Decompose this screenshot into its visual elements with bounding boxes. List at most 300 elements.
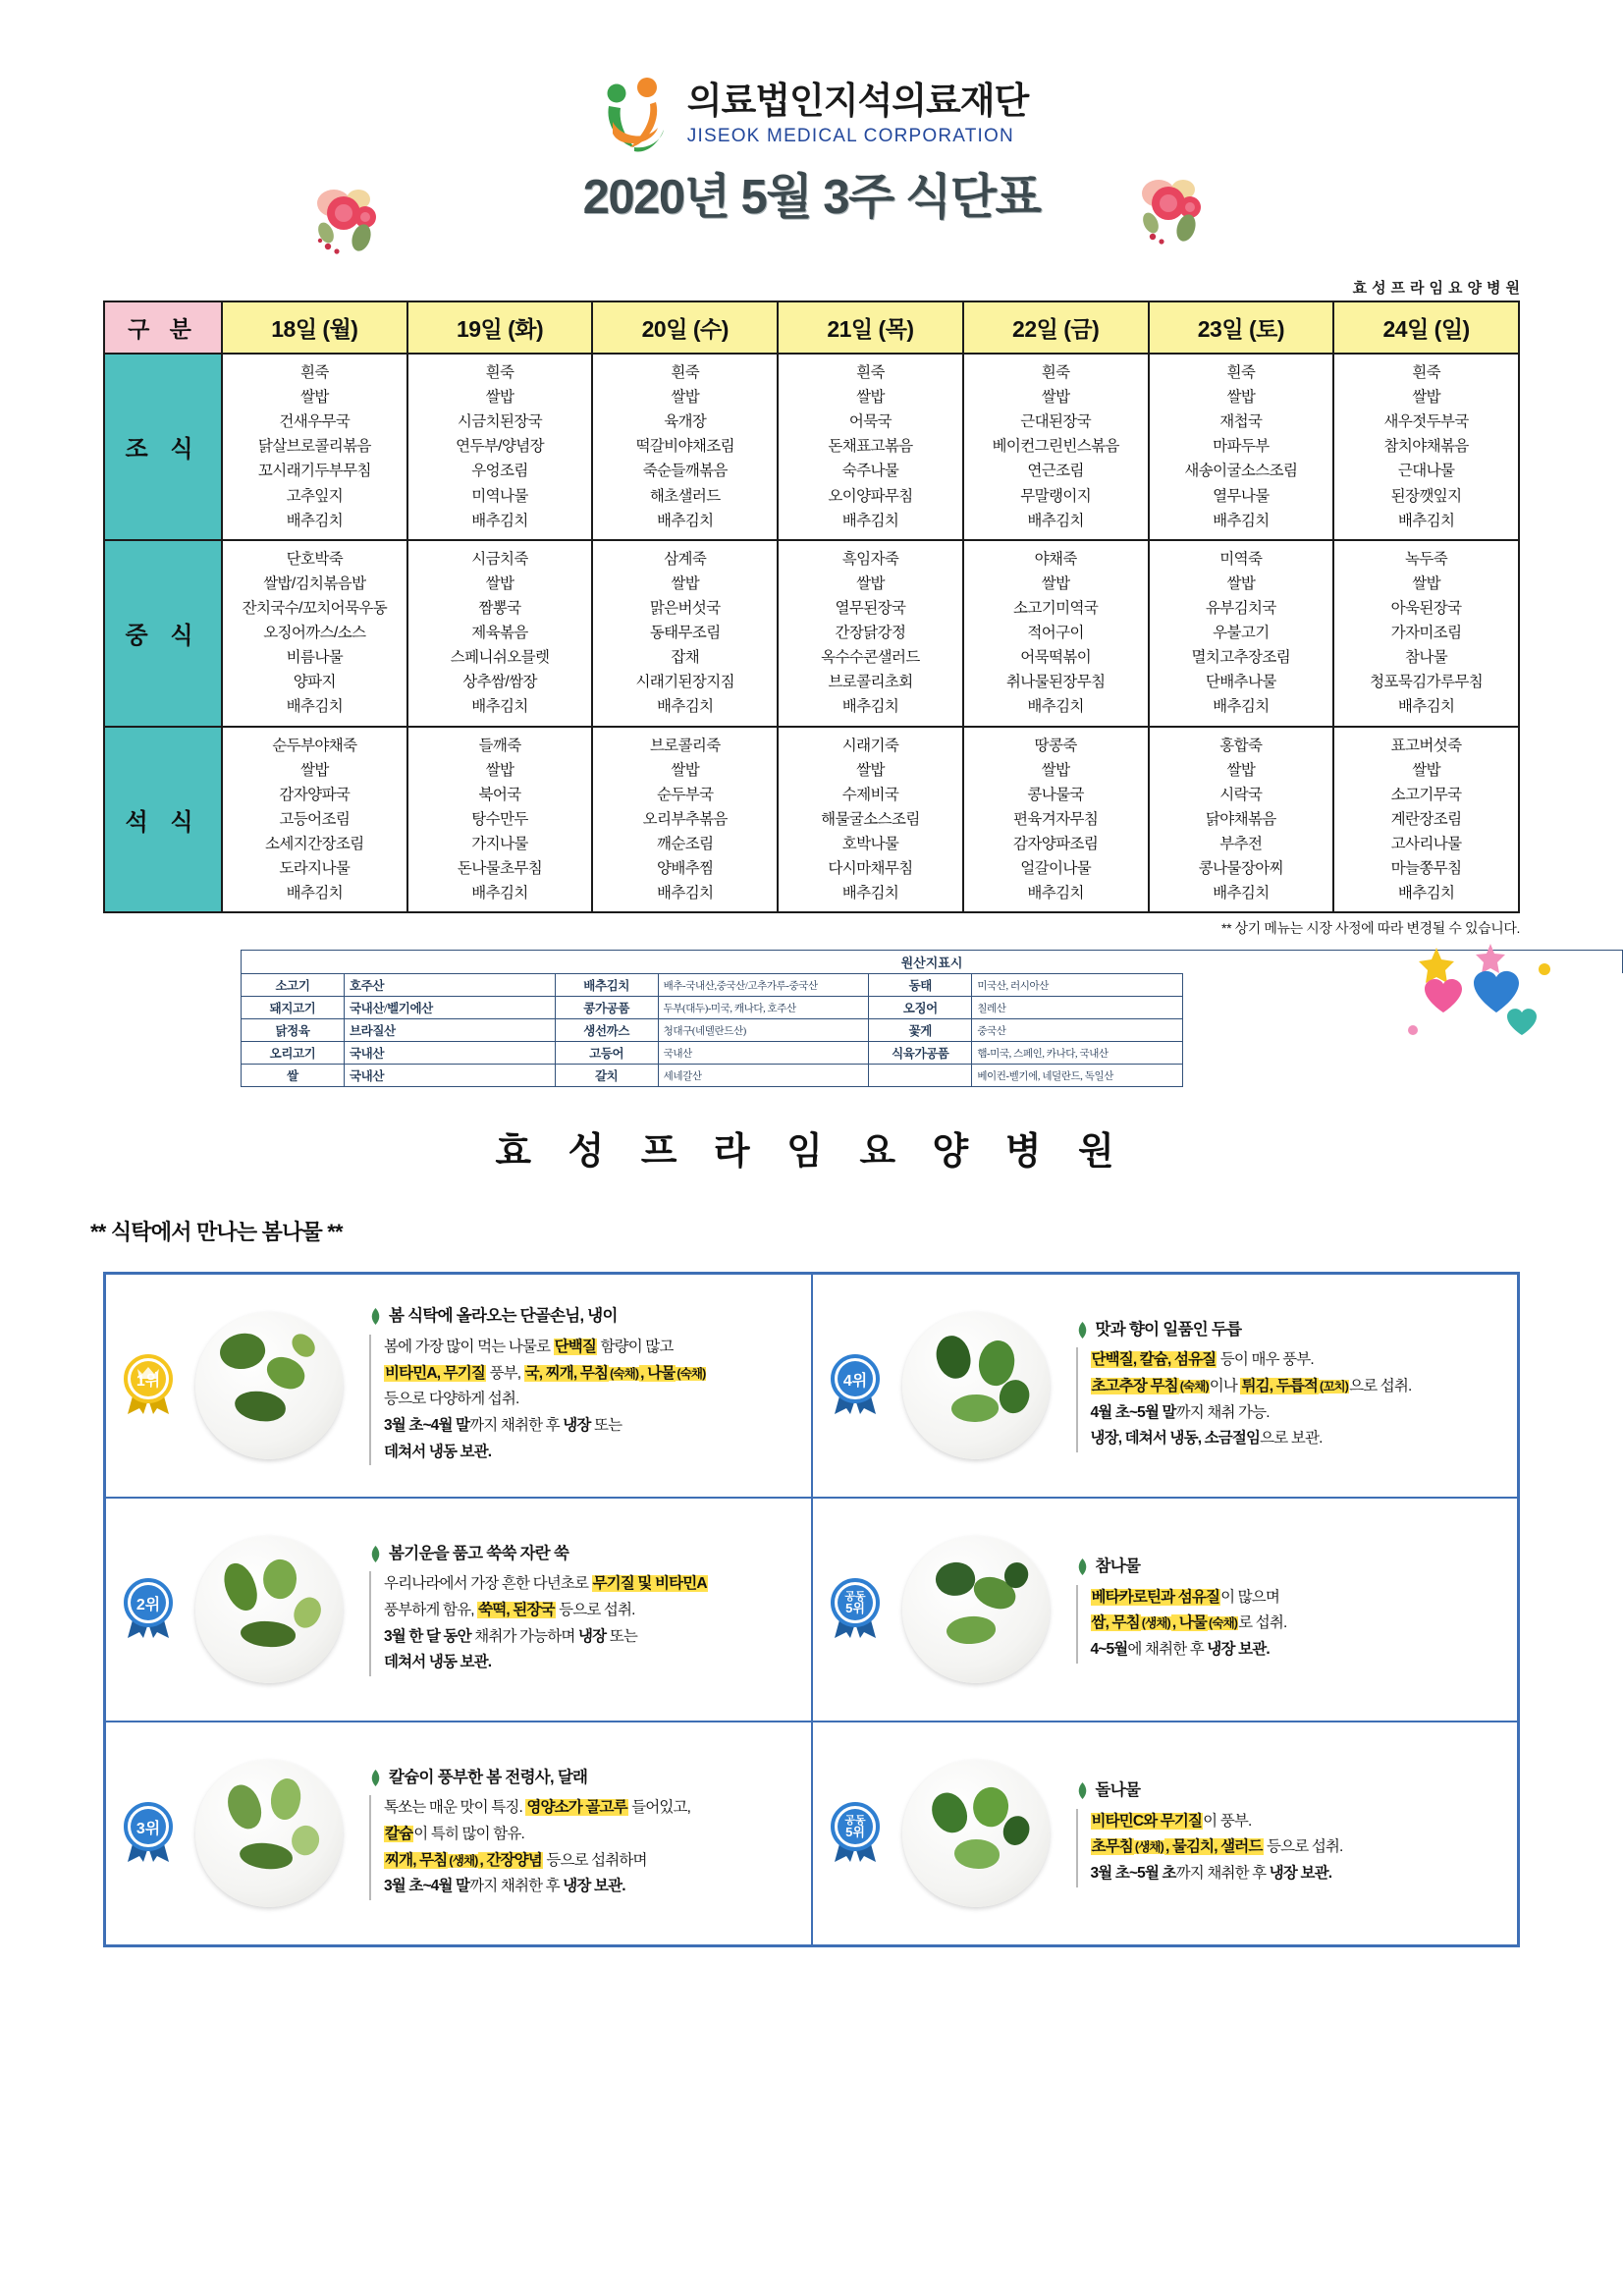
dish-item: 배추김치 [1213,512,1270,529]
text-segment: (숙채) [610,1366,639,1381]
menu-header-row [104,301,1519,354]
dish-item: 된장깻잎지 [1390,487,1462,505]
dish-item: 쌀밥 [856,574,885,592]
dish-item: 도라지나물 [279,860,351,878]
card-heading [369,1306,799,1327]
spring-vegetable-card [105,1274,812,1498]
vegetable-photo [893,1312,1058,1459]
leaf-shape [223,1781,265,1833]
dish-item: 부추전 [1219,835,1263,852]
menu-cell-dinner-sun [1333,727,1519,913]
dish-item: 해초샐러드 [649,487,721,505]
menu-cell-breakfast-sat [1149,354,1334,540]
rank-badge-icon [120,1801,177,1866]
menu-cell-lunch-tue [407,540,593,727]
origin-caption: 원산지표시 [241,950,1623,973]
dish-item: 다시마채무침 [828,860,913,878]
origin-item-name: 생선까스 [555,1019,658,1042]
text-segment: 3월 한 달 동안 [384,1627,471,1645]
dish-item: 탕수만두 [471,810,528,828]
dish-item: 시금치죽 [471,550,528,568]
vegetable-photo [893,1536,1058,1683]
meal-label-breakfast: 조 식 [104,354,222,540]
plate-image [195,1536,343,1683]
menu-cell-dinner-thu [778,727,963,913]
rank-badge-icon [827,1801,884,1866]
origin-item-value: 국내산 [345,1042,556,1065]
menu-cell-dinner-tue [407,727,593,913]
dish-item: 쌀밥 [1041,574,1070,592]
meal-label-lunch: 중 식 [104,540,222,727]
card-text-line [384,1571,799,1598]
dish-item: 배추김치 [657,698,714,716]
origin-row [242,1042,1183,1065]
text-segment: 무기질 및 비타민A [592,1575,707,1593]
dish-item: 멸치고추장조림 [1191,649,1291,667]
text-segment: (숙채) [676,1366,706,1381]
hospital-name-large: 효 성 프 라 임 요 양 병 원 [495,1131,1128,1174]
dish-item: 숙주나물 [841,463,899,480]
origin-row [242,1019,1183,1042]
flower-decoration-right [1129,172,1217,250]
card-text-line [384,1848,799,1875]
dish-item: 쌀밥 [485,389,514,407]
text-segment: 톡쏘는 매운 맛이 특징. [384,1799,526,1817]
origin-item-name: 동태 [869,974,972,997]
svg-text:2위: 2위 [135,1597,161,1614]
leaf-bullet-icon [369,1308,382,1325]
text-segment: 데쳐서 냉동 보관. [384,1654,492,1671]
dish-item: 소세지간장조림 [265,835,364,852]
text-segment: 칼슘 [385,1825,413,1842]
menu-cell-breakfast-tue [407,354,593,540]
origin-table [241,973,1183,1087]
menu-cell-dinner-fri [963,727,1149,913]
origin-item-value: 칠레산 [972,997,1183,1019]
dish-item: 흰죽 [1226,364,1256,381]
leaf-shape [219,1559,262,1615]
card-text-line [1091,1400,1506,1427]
text-segment: , 간장양념 [479,1851,542,1869]
origin-item-name [869,1065,972,1087]
rank-column [118,1801,179,1866]
card-text-line [384,1387,799,1413]
day-header-tue: 19일 (화) [407,301,593,354]
dish-item: 미역죽 [1219,550,1263,568]
dish-item: 스페니쉬오믈렛 [450,649,550,667]
dish-item: 쌀밥 [671,574,700,592]
dish-item: 쌀밥 [1041,761,1070,779]
dish-item: 녹두죽 [1405,550,1448,568]
dish-item: 마늘쫑무침 [1390,860,1462,878]
leaf-shape [288,1593,326,1633]
dish-item: 배추김치 [1213,885,1270,902]
origin-row [242,1065,1183,1087]
dish-item: 콩나물국 [1027,786,1084,803]
text-segment: 3월 초~5월 초 [1090,1864,1176,1882]
origin-item-value: 국내산 [658,1042,869,1065]
vegetable-photo [187,1536,352,1683]
dish-item: 닭살브로콜리볶음 [257,438,371,456]
dish-item: 돈채표고볶음 [828,438,913,456]
dish-item: 시래기죽 [841,737,899,754]
origin-item-value: 배추-국내산,중국산/고추가루-중국산 [658,974,869,997]
dish-item: 배추김치 [471,885,528,902]
text-segment: , 나물 [640,1364,676,1382]
card-body [369,1335,799,1465]
text-segment: (숙채) [1209,1616,1238,1631]
text-segment: 이 많으며 [1220,1588,1280,1606]
svg-text:4위: 4위 [842,1373,867,1391]
svg-text:1위: 1위 [135,1373,161,1391]
menu-cell-lunch-thu [778,540,963,727]
origin-item-name: 소고기 [242,974,345,997]
text-segment: 우리나라에서 가장 흔한 다년초로 [384,1575,592,1593]
dish-item: 잔치국수/꼬치어묵우동 [242,599,388,617]
origin-item-name: 닭정육 [242,1019,345,1042]
text-segment: (꼬치) [1320,1379,1349,1394]
text-segment: 3월 초~4월 말 [384,1878,470,1895]
logo-row [0,0,1623,153]
dish-item: 새우젓두부국 [1383,413,1469,431]
origin-item-name: 갈치 [555,1065,658,1087]
weekly-menu-table [103,301,1520,913]
dish-item: 쌀밥 [485,761,514,779]
dish-item: 맑은버섯국 [649,599,721,617]
text-segment: 으로 섭취. [1349,1377,1412,1394]
dish-item: 야채죽 [1034,550,1077,568]
menu-cell-lunch-wed [592,540,778,727]
dish-item: 쌀밥 [1412,761,1440,779]
origin-item-name: 오징어 [869,997,972,1019]
origin-item-value: 베이컨-벨기에, 네덜란드, 독일산 [972,1065,1183,1087]
rank-badge-icon [120,1577,177,1642]
text-segment: 등으로 섭취. [555,1601,635,1618]
dish-item: 무말랭이지 [1020,487,1092,505]
page-title: 2020년 5월 3주 식단표 [582,171,1041,224]
dish-item: 쌀밥 [1412,389,1440,407]
menu-cell-lunch-fri [963,540,1149,727]
svg-text:공동: 공동 [843,1815,866,1828]
dish-item: 쌀밥 [299,389,329,407]
dish-item: 배추김치 [657,885,714,902]
rank-column [825,1353,886,1418]
dish-item: 흰죽 [671,364,700,381]
dish-item: 감자양파국 [279,786,351,803]
dish-item: 해물굴소스조림 [821,810,920,828]
card-text-line [384,1361,799,1388]
leaf-shape [926,1788,971,1838]
text-segment: 로 섭취. [1238,1614,1287,1632]
svg-text:5위: 5위 [844,1601,865,1616]
dish-item: 들깨죽 [478,737,521,754]
dish-item: 새송이굴소스조림 [1184,463,1298,480]
menu-cell-lunch-mon [222,540,407,727]
dish-item: 근대나물 [1397,463,1455,480]
card-title: 봄기운을 품고 쑥쑥 자란 쑥 [389,1544,569,1562]
origin-item-name: 고등어 [555,1042,658,1065]
dish-item: 계란장조림 [1390,810,1462,828]
text-segment: 쑥떡, 된장국 [478,1601,555,1618]
card-text-line [1091,1611,1506,1637]
dish-item: 깨순조림 [657,835,714,852]
text-segment: 에 채취한 후 [1127,1640,1208,1658]
card-heading [1076,1780,1506,1801]
text-segment: 쌈, 무침 [1091,1614,1140,1632]
dish-item: 배추김치 [1027,885,1084,902]
spring-section-subtitle: ** 식탁에서 만나는 봄나물 ** [90,1220,343,1245]
leaf-bullet-icon [1076,1558,1089,1575]
day-header-thu: 21일 (목) [778,301,963,354]
dish-item: 쌀밥 [299,761,329,779]
origin-table-wrap [0,950,1623,1087]
dish-item: 브로콜리죽 [649,737,721,754]
card-heading [1076,1320,1506,1340]
text-segment: 4~5월 [1090,1640,1128,1658]
card-text-line [1091,1374,1506,1400]
dish-item: 호박나물 [841,835,899,852]
text-segment: 냉장 보관. [563,1878,625,1895]
origin-item-value: 두부(대두)-미국, 캐나다, 호주산 [658,997,869,1019]
dish-item: 마파두부 [1213,438,1270,456]
card-heading [1076,1557,1506,1577]
dish-item: 비름나물 [286,649,344,667]
text-segment: 등으로 다양하게 섭취. [384,1391,519,1408]
dish-item: 취나물된장무침 [1005,674,1106,691]
card-text-line [384,1874,799,1900]
card-body [1076,1347,1506,1452]
text-segment: 또는 [590,1416,622,1434]
origin-item-value: 국내산 [345,1065,556,1087]
card-title: 맛과 향이 일품인 두릅 [1095,1320,1242,1339]
leaf-shape [950,1394,1000,1424]
dish-item: 가지나물 [471,835,528,852]
text-segment: 냉장 보관. [1269,1864,1332,1882]
origin-item-name: 식육가공품 [869,1042,972,1065]
menu-row-dinner [104,727,1519,913]
card-text-column [1066,1557,1506,1663]
dish-item: 미역나물 [471,487,528,505]
origin-row [242,997,1183,1019]
card-text-column [359,1544,799,1676]
dish-item: 참치야채볶음 [1383,438,1469,456]
card-text-line [384,1650,799,1676]
dish-item: 순두부야채죽 [272,737,357,754]
dish-item: 제육볶음 [471,625,528,642]
dish-item: 배추김치 [286,512,344,529]
leaf-shape [267,1777,304,1823]
text-segment: 이나 [1209,1377,1241,1394]
menu-body [104,354,1519,912]
leaf-shape [239,1841,294,1871]
dish-item: 쌀밥/김치볶음밥 [263,574,366,592]
dish-item: 쌀밥 [1226,761,1256,779]
spring-vegetable-card [105,1498,812,1722]
origin-item-name: 배추김치 [555,974,658,997]
hearts-decoration [1397,940,1564,1058]
card-text-line [1091,1834,1506,1861]
dish-item: 쌀밥 [671,389,700,407]
vegetable-photo [187,1760,352,1907]
dish-item: 참나물 [1405,649,1448,667]
origin-item-name: 돼지고기 [242,997,345,1019]
leaf-shape [241,1620,297,1648]
dish-item: 가자미조림 [1390,625,1462,642]
dish-item: 쌀밥 [1412,574,1440,592]
dish-item: 어묵국 [848,413,893,431]
dish-item: 양배추찜 [657,860,714,878]
dish-item: 배추김치 [286,698,344,716]
menu-note: ** 상기 메뉴는 시장 사정에 따라 변경될 수 있습니다. [1221,920,1520,937]
dish-item: 쌀밥 [856,761,885,779]
rank-column [118,1577,179,1642]
text-segment: 까지 채취한 후 [469,1878,564,1895]
dish-item: 표고버섯죽 [1390,737,1462,754]
text-segment: , 나물 [1171,1614,1208,1632]
leaf-shape [234,1390,288,1424]
menu-corner-header: 구 분 [104,301,222,354]
card-text-line [1091,1426,1506,1452]
dish-item: 땅콩죽 [1034,737,1077,754]
menu-cell-breakfast-wed [592,354,778,540]
dish-item: 배추김치 [471,698,528,716]
dish-item: 쌀밥 [485,574,514,592]
card-text-column [359,1768,799,1900]
leaf-bullet-icon [1076,1782,1089,1799]
text-segment: 등으로 섭취. [1263,1838,1343,1856]
card-text-line [384,1598,799,1624]
text-segment: 단백질 [554,1338,597,1355]
dish-item: 베이컨그린빈스볶음 [992,438,1119,456]
dish-item: 북어국 [478,786,521,803]
text-segment: 영양소가 골고루 [526,1799,627,1817]
text-segment: , 물김치, 샐러드 [1164,1838,1263,1856]
text-segment: (숙채) [1179,1379,1209,1394]
menu-cell-dinner-wed [592,727,778,913]
card-text-line [384,1335,799,1361]
text-segment: 까지 채취 가능. [1175,1403,1270,1421]
spring-vegetables-panel [103,1272,1520,1947]
text-segment: 등이 매우 풍부. [1217,1351,1314,1369]
dish-item: 연두부/양념장 [456,438,545,456]
dish-item: 흰죽 [1412,364,1440,381]
dish-item: 순두부국 [657,786,714,803]
dish-item: 배추김치 [841,698,899,716]
dish-item: 배추김치 [1397,885,1455,902]
dish-item: 적어구이 [1027,625,1084,642]
origin-item-value: 브라질산 [345,1019,556,1042]
dish-item: 콩나물장아찌 [1198,860,1283,878]
dish-item: 홍합죽 [1219,737,1263,754]
dish-item: 우엉조림 [471,463,528,480]
dish-item: 편육겨자무침 [1013,810,1099,828]
dish-item: 배추김치 [471,512,528,529]
hospital-tag: 효성프라임요양병원 [1352,281,1525,297]
dish-item: 흰죽 [856,364,885,381]
dish-item: 동태무조림 [649,625,721,642]
leaf-shape [945,1614,997,1647]
logo-text [687,82,1028,148]
rank-column [825,1801,886,1866]
text-segment: 데쳐서 냉동 보관. [384,1443,492,1460]
leaf-bullet-icon [369,1770,382,1786]
corporation-name-en: JISEOK MEDICAL CORPORATION [686,126,1014,147]
text-segment: 이 풍부. [1203,1812,1252,1830]
text-segment: 풍부하게 함유, [384,1601,478,1618]
dish-item: 감자양파조림 [1013,835,1099,852]
leaf-shape [216,1329,268,1374]
dish-item: 고사리나물 [1390,835,1462,852]
card-title: 참나물 [1095,1558,1141,1576]
dish-item: 꼬시래기두부무침 [257,463,371,480]
dish-item: 우불고기 [1213,625,1270,642]
page-header [0,0,1623,295]
text-segment: 풍부, [486,1364,524,1382]
dish-item: 배추김치 [1397,698,1455,716]
dish-item: 쌀밥 [1226,389,1256,407]
corporation-name-ko: 의료법인지석의료재단 [686,80,1029,121]
dish-item: 열무나물 [1213,487,1270,505]
rank-badge-icon [827,1577,884,1642]
dish-item: 근대된장국 [1020,413,1092,431]
dish-item: 흰죽 [299,364,329,381]
dish-item: 육개장 [664,413,707,431]
dish-item: 시락국 [1219,786,1263,803]
spring-vegetable-card [812,1498,1519,1722]
menu-row-breakfast [104,354,1519,540]
dish-item: 흑임자죽 [841,550,899,568]
dish-item: 배추김치 [286,885,344,902]
text-segment: 베타카로틴과 섬유질 [1091,1588,1220,1606]
text-segment: 초고추장 무침 [1091,1377,1178,1394]
text-segment: 냉장 [578,1627,607,1645]
day-header-sat: 23일 (토) [1149,301,1334,354]
dish-item: 쌀밥 [1041,389,1070,407]
dish-item: 쌀밥 [1226,574,1256,592]
dish-item: 열무된장국 [835,599,906,617]
menu-cell-breakfast-mon [222,354,407,540]
text-segment: (생채) [449,1853,478,1868]
origin-item-value: 청대구(네델란드산) [658,1019,869,1042]
dish-item: 고추잎지 [286,487,344,505]
text-segment: 냉장 [563,1416,591,1434]
dish-item: 연근조림 [1027,463,1084,480]
card-body [1076,1585,1506,1664]
plate-image [902,1312,1050,1459]
origin-table-body [242,974,1183,1087]
dish-item: 소고기미역국 [1013,599,1099,617]
svg-text:3위: 3위 [135,1821,161,1838]
card-title: 칼슘이 풍부한 봄 전령사, 달래 [389,1768,588,1786]
card-text-column [1066,1320,1506,1452]
svg-text:공동: 공동 [843,1591,866,1604]
rank-column [825,1577,886,1642]
rank-badge-icon [827,1353,884,1418]
dish-item: 얼갈이나물 [1020,860,1092,878]
origin-item-value: 국내산/벨기에산 [345,997,556,1019]
card-body [369,1571,799,1676]
dish-item: 배추김치 [1213,698,1270,716]
card-heading [369,1768,799,1788]
dish-item: 배추김치 [1397,512,1455,529]
leaf-bullet-icon [1076,1322,1089,1339]
text-segment: 까지 채취한 후 [469,1416,564,1434]
leaf-shape [933,1334,973,1382]
card-heading [369,1544,799,1564]
dish-item: 고등어조림 [279,810,351,828]
plate-image [902,1536,1050,1683]
menu-table-wrap [0,301,1623,913]
